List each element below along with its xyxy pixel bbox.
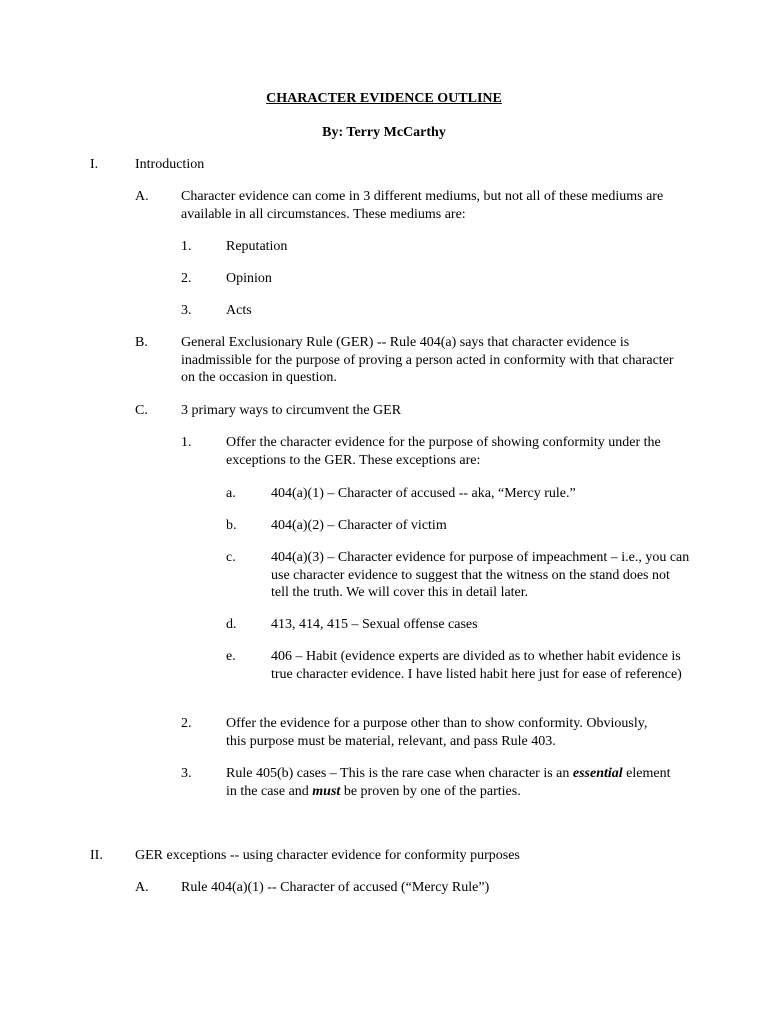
list-item-marker: 1. (181, 239, 192, 254)
sublist-item-marker: c. (226, 550, 236, 565)
text-run: Rule 405(b) cases – This is the rare case when character is an (226, 766, 573, 781)
section-heading: Introduction (135, 157, 205, 172)
section-marker: I. (90, 157, 99, 172)
sublist-item-marker: b. (226, 518, 237, 533)
list-item-marker: 2. (181, 271, 192, 286)
list-item-text: Reputation (226, 239, 288, 254)
text-run: be proven by one of the parties. (340, 783, 521, 799)
item-marker: C. (135, 403, 148, 418)
item-marker: A. (135, 189, 149, 204)
sublist-item-text: 404(a)(3) – Character evidence for purpose of impeachment – i.e., you can use character evidence to suggest that the witness on the stand does not tell the truth. We will cover this in detail later. (271, 550, 690, 600)
emphasis-essential: essential (572, 766, 623, 781)
list-item-text: Acts (226, 303, 252, 318)
list-item-marker: 1. (181, 435, 192, 450)
item-text: General Exclusionary Rule (GER) -- Rule 404(a) says that character evidence is inadmissible for the purpose of proving a person acted in conformity with that character on the occasion in question. (181, 335, 674, 385)
document-title: CHARACTER EVIDENCE OUTLINE (266, 91, 502, 106)
list-item-marker: 3. (181, 766, 192, 781)
list-item-marker: 2. (181, 716, 192, 731)
section-marker: II. (90, 848, 103, 863)
sublist-item-marker: a. (226, 486, 236, 501)
item-marker: A. (135, 880, 149, 895)
list-item-text: Offer the character evidence for the purpose of showing conformity under the exceptions to the GER. These exceptions are: (226, 435, 661, 468)
item-marker: B. (135, 335, 148, 350)
list-item-text: Opinion (226, 271, 272, 286)
emphasis-must: must (312, 783, 341, 799)
item-text: Character evidence can come in 3 different mediums, but not all of these mediums are available in all circumstances. These mediums are: (181, 189, 664, 222)
item-text: Rule 404(a)(1) -- Character of accused (“Mercy Rule”) (181, 880, 490, 895)
list-item-text: Offer the evidence for a purpose other than to show conformity. Obviously, this purpose must be material, relevant, and pass Rule 403. (226, 716, 648, 749)
text-run: element in the case and (226, 766, 671, 799)
item-text: 3 primary ways to circumvent the GER (181, 403, 402, 418)
section-heading: GER exceptions -- using character evidence for conformity purposes (135, 848, 520, 863)
sublist-item-text: 404(a)(1) – Character of accused -- aka, “Mercy rule.” (271, 486, 576, 501)
list-item-marker: 3. (181, 303, 192, 318)
sublist-item-text: 406 – Habit (evidence experts are divided as to whether habit evidence is true character evidence. I have listed habit here just for ease of reference) (271, 649, 682, 682)
sublist-item-marker: e. (226, 649, 236, 664)
list-item-text (226, 765, 671, 800)
sublist-item-text: 413, 414, 415 – Sexual offense cases (271, 617, 478, 632)
sublist-item-marker: d. (226, 617, 237, 632)
document-author: By: Terry McCarthy (322, 125, 446, 140)
sublist-item-text: 404(a)(2) – Character of victim (271, 518, 447, 533)
